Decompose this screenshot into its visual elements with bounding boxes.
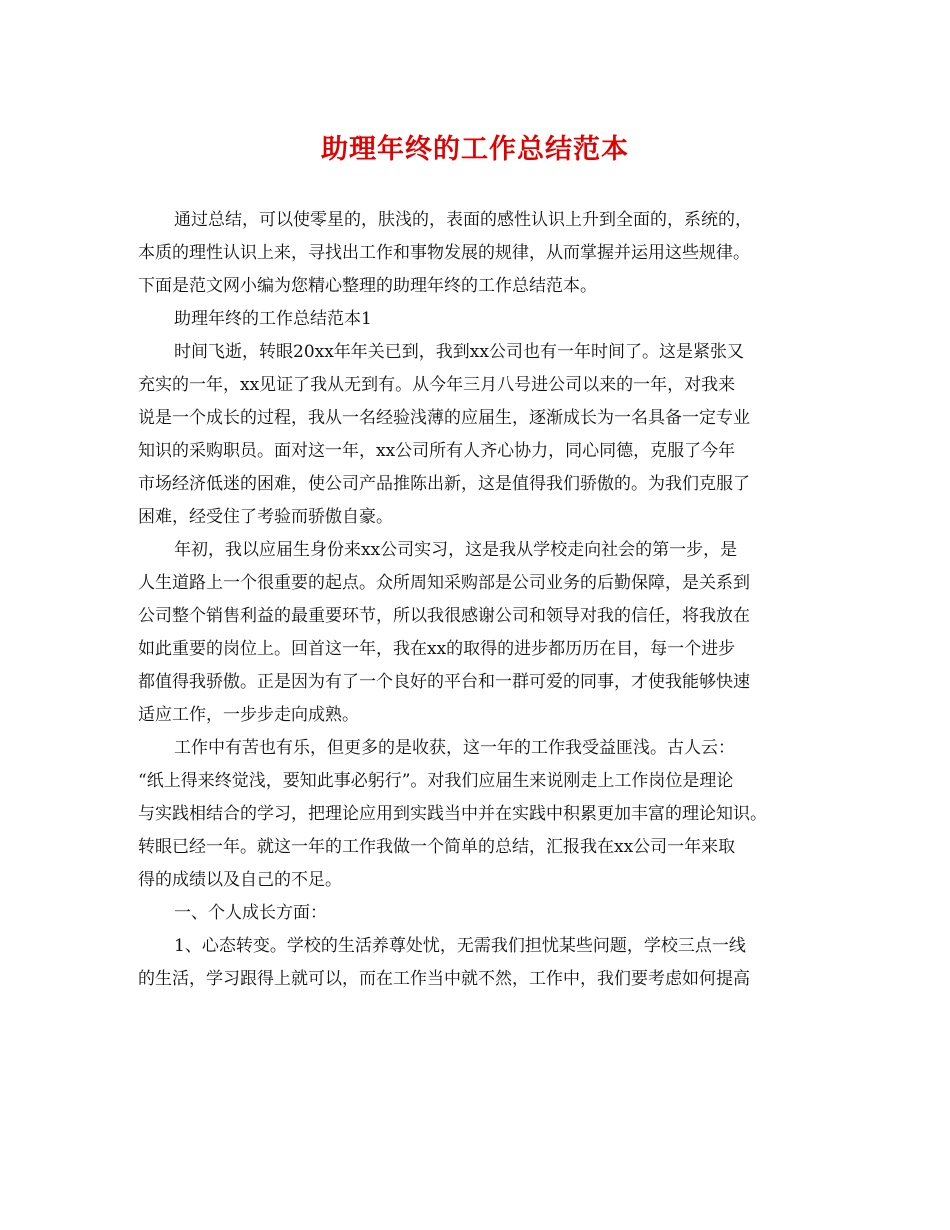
text-line: 与实践相结合的学习，把理论应用到实践当中并在实践中积累更加丰富的理论知识。 [138, 804, 767, 824]
text-line: 本质的理性认识上来，寻找出工作和事物发展的规律，从而掌握并运用这些规律。 [138, 243, 750, 263]
text-line: “纸上得来终觉浅，要知此事必躬行”。对我们应届生来说刚走上工作岗位是理论 [138, 771, 734, 791]
text-line: 充实的一年，xx见证了我从无到有。从今年三月八号进公司以来的一年，对我来 [138, 375, 736, 395]
text-line: 适应工作，一步步走向成熟。 [138, 705, 359, 725]
text-line: 公司整个销售利益的最重要环节，所以我很感谢公司和领导对我的信任，将我放在 [138, 606, 750, 626]
text-line: 的生活，学习跟得上就可以，而在工作当中就不然，工作中，我们要考虑如何提高 [138, 969, 750, 989]
text-line: 通过总结，可以使零星的，肤浅的，表面的感性认识上升到全面的，系统的， [174, 210, 752, 230]
text-line: 困难，经受住了考验而骄傲自豪。 [138, 507, 393, 527]
text-line: 年初，我以应届生身份来xx公司实习，这是我从学校走向社会的第一步，是 [174, 540, 738, 560]
text-line: 转眼已经一年。就这一年的工作我做一个简单的总结，汇报我在xx公司一年来取 [138, 837, 736, 857]
text-line: 人生道路上一个很重要的起点。众所周知采购部是公司业务的后勤保障，是关系到 [138, 573, 750, 593]
text-line: 时间飞逝，转眼20xx年年关已到，我到xx公司也有一年时间了。这是紧张又 [174, 342, 744, 362]
text-line: 市场经济低迷的困难，使公司产品推陈出新，这是值得我们骄傲的。为我们克服了 [138, 474, 750, 494]
text-line: 助理年终的工作总结范本1 [174, 309, 372, 329]
text-line: 知识的采购职员。面对这一年，xx公司所有人齐心协力，同心同德，克服了今年 [138, 441, 736, 461]
text-line: 得的成绩以及自己的不足。 [138, 870, 342, 890]
text-line: 一、个人成长方面： [174, 903, 327, 923]
text-line: 如此重要的岗位上。回首这一年，我在xx的取得的进步都历历在目，每一个进步 [138, 639, 736, 659]
text-line: 1、心态转变。学校的生活养尊处忧，无需我们担忧某些问题，学校三点一线 [174, 936, 746, 956]
text-line: 说是一个成长的过程，我从一名经验浅薄的应届生，逐渐成长为一名具备一定专业 [138, 408, 750, 428]
text-line: 都值得我骄傲。正是因为有了一个良好的平台和一群可爱的同事，才使我能够快速 [138, 672, 750, 692]
document-title: 助理年终的工作总结范本 [321, 134, 629, 165]
text-line: 下面是范文网小编为您精心整理的助理年终的工作总结范本。 [138, 276, 597, 296]
text-line: 工作中有苦也有乐，但更多的是收获，这一年的工作我受益匪浅。古人云： [174, 738, 735, 758]
document-body [138, 204, 828, 996]
